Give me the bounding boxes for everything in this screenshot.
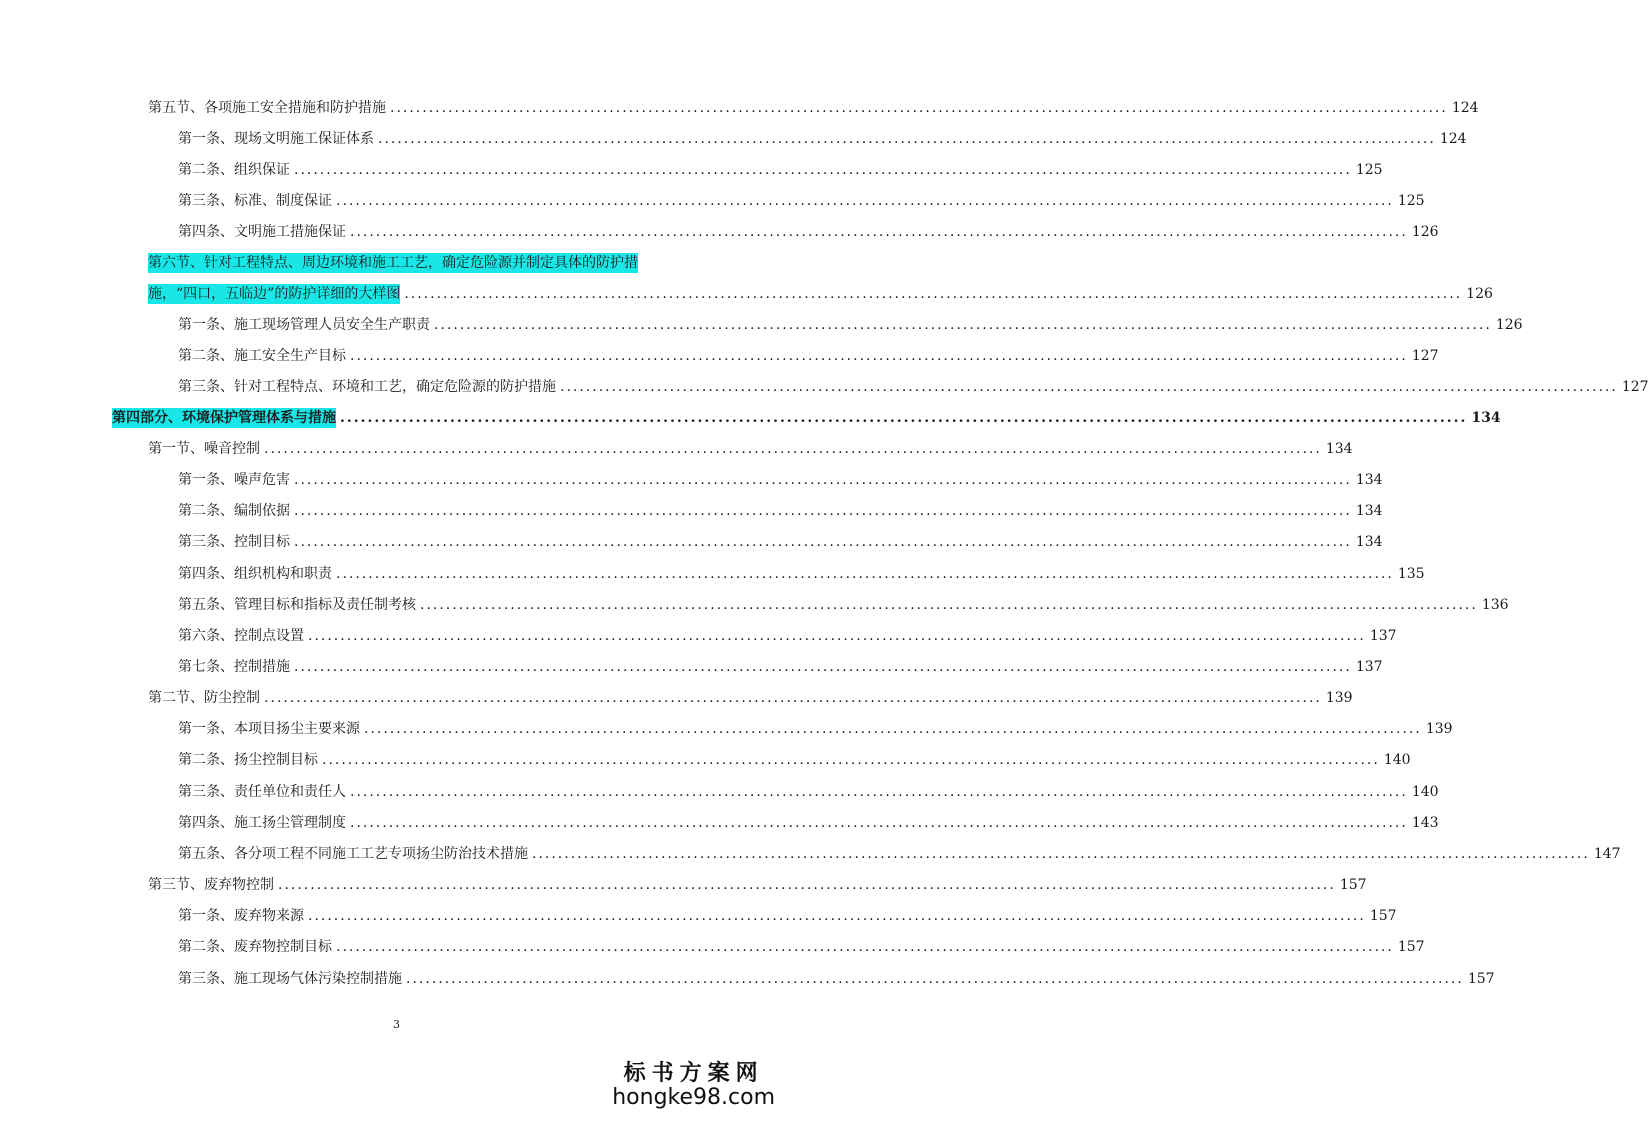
toc-entry[interactable]: [178, 833, 1621, 864]
toc-page-number: 127: [1621, 379, 1649, 395]
toc-entry[interactable]: [178, 180, 1425, 211]
toc-page-number: 134: [1355, 472, 1383, 488]
toc-page-number: 134: [1325, 441, 1353, 457]
watermark-en: hongke98.com: [612, 1085, 775, 1110]
toc-entry-title: 第三条、针对工程特点、环境和工艺，确定危险源的防护措施: [178, 379, 556, 395]
toc-page-number: 126: [1495, 317, 1523, 333]
toc-leader-dots: ....................................................................................................................................................................: [278, 877, 1336, 893]
toc-entry[interactable]: [178, 584, 1509, 615]
toc-entry-title: 第五节、各项施工安全措施和防护措施: [148, 100, 386, 116]
toc-entry-title: 第五条、管理目标和指标及责任制考核: [178, 597, 416, 613]
toc-page-number: 126: [1411, 224, 1439, 240]
toc-page-number: 147: [1593, 846, 1621, 862]
toc-entry[interactable]: [148, 87, 1479, 118]
toc-page-number: 134: [1471, 410, 1501, 426]
toc-entry-title: 第三节、废弃物控制: [148, 877, 274, 893]
toc-entry-title: 第三条、控制目标: [178, 534, 290, 550]
toc-leader-dots: ....................................................................................................................................................................: [420, 597, 1478, 613]
toc-leader-dots: ....................................................................................................................................................................: [308, 908, 1366, 924]
toc-page-number: 140: [1411, 784, 1439, 800]
toc-page-number: 143: [1411, 815, 1439, 831]
toc-page-number: 157: [1339, 877, 1367, 893]
toc-entry-title: 第二节、防尘控制: [148, 690, 260, 706]
toc-entry[interactable]: [178, 708, 1453, 739]
toc-entry-title: 第六条、控制点设置: [178, 628, 304, 644]
toc-leader-dots: ....................................................................................................................................................................: [378, 131, 1436, 147]
toc-leader-dots: ....................................................................................................................................................................: [350, 784, 1408, 800]
toc-leader-dots: ....................................................................................................................................................................: [434, 317, 1492, 333]
toc-page-number: 136: [1481, 597, 1509, 613]
toc-page-number: 137: [1355, 659, 1383, 675]
toc-leader-dots: ....................................................................................................................................................................: [350, 224, 1408, 240]
toc-leader-dots: ....................................................................................................................................................................: [308, 628, 1366, 644]
toc-page-number: 137: [1369, 628, 1397, 644]
toc-entry[interactable]: [178, 802, 1439, 833]
toc-leader-dots: ....................................................................................................................................................................: [350, 815, 1408, 831]
toc-page-number: 139: [1425, 721, 1453, 737]
toc-entry[interactable]: [178, 304, 1523, 335]
toc-leader-dots: ....................................................................................................................................................................: [294, 162, 1352, 178]
toc-page-number: 125: [1397, 193, 1425, 209]
toc-entry[interactable]: [148, 677, 1353, 708]
toc-entry[interactable]: [178, 149, 1383, 180]
toc-entry[interactable]: [178, 553, 1425, 584]
toc-entry-title: 第一条、现场文明施工保证体系: [178, 131, 374, 147]
toc-page-number: 126: [1466, 286, 1493, 302]
toc-entry[interactable]: [178, 366, 1649, 397]
toc-leader-dots: ....................................................................................................................................................................: [336, 193, 1394, 209]
toc-entry[interactable]: [178, 615, 1397, 646]
toc-entry-title: 第二条、扬尘控制目标: [178, 752, 318, 768]
toc-page-number: 157: [1467, 971, 1495, 987]
toc-leader-dots: ....................................................................................................................................................................: [264, 441, 1322, 457]
toc-leader-dots: ....................................................................................................................................................................: [294, 534, 1352, 550]
toc-entry-title: 第一条、废弃物来源: [178, 908, 304, 924]
toc-entry[interactable]: [148, 864, 1367, 895]
toc-entry[interactable]: [178, 211, 1439, 242]
toc-entry-title: 第三条、标准、制度保证: [178, 193, 332, 209]
toc-entry[interactable]: [178, 771, 1439, 802]
toc-page-number: 125: [1355, 162, 1383, 178]
toc-entry[interactable]: [178, 926, 1425, 957]
toc-entry-title: 第四部分、环境保护管理体系与措施: [112, 410, 336, 426]
toc-leader-dots: ....................................................................................................................................................................: [390, 100, 1448, 116]
toc-entry-title: 第一条、施工现场管理人员安全生产职责: [178, 317, 430, 333]
toc-entry-title: 第七条、控制措施: [178, 659, 290, 675]
toc-page-number: 140: [1383, 752, 1411, 768]
toc-entry-title: 第一条、本项目扬尘主要来源: [178, 721, 360, 737]
toc-entry[interactable]: [178, 335, 1439, 366]
toc-page-number: 134: [1355, 534, 1383, 550]
toc-entry[interactable]: [178, 459, 1383, 490]
toc-entry[interactable]: [178, 118, 1467, 149]
toc-entry-title: 第四条、组织机构和职责: [178, 566, 332, 582]
toc-leader-dots: ....................................................................................................................................................................: [336, 939, 1394, 955]
toc-entry-title: 第四条、文明施工措施保证: [178, 224, 346, 240]
toc-entry[interactable]: [178, 958, 1495, 989]
toc-page-number: 135: [1397, 566, 1425, 582]
page-number: 3: [393, 1018, 400, 1031]
toc-entry[interactable]: [178, 895, 1397, 926]
toc-leader-dots: ....................................................................................................................................................................: [294, 503, 1352, 519]
toc-leader-dots: ....................................................................................................................................................................: [336, 566, 1394, 582]
toc-entry[interactable]: [178, 521, 1383, 552]
watermark-cn: 标书方案网: [623, 1060, 764, 1086]
toc-leader-dots: ....................................................................................................................................................................: [560, 379, 1618, 395]
toc-entry-title: 第二条、组织保证: [178, 162, 290, 178]
watermark-logo: [612, 1056, 775, 1110]
toc-leader-dots: ....................................................................................................................................................................: [406, 971, 1464, 987]
toc-page-number: 127: [1411, 348, 1439, 364]
toc-leader-dots: ....................................................................................................................................................................: [264, 690, 1322, 706]
toc-entry-title: 第二条、废弃物控制目标: [178, 939, 332, 955]
toc-page-number: 124: [1439, 131, 1467, 147]
toc-entry[interactable]: [178, 646, 1383, 677]
toc-entry-title-line: [148, 242, 699, 273]
toc-page-number: 124: [1451, 100, 1479, 116]
toc-leader-dots: ....................................................................................................................................................................: [294, 659, 1352, 675]
toc-entry-title: 第五条、各分项工程不同施工工艺专项扬尘防治技术措施: [178, 846, 528, 862]
toc-leader-dots: ....................................................................................................................................................................: [322, 752, 1380, 768]
toc-page-number: 157: [1369, 908, 1397, 924]
toc-entry-title: 第四条、施工扬尘管理制度: [178, 815, 346, 831]
toc-entry-title: 第一节、噪音控制: [148, 441, 260, 457]
toc-entry-title: 第三条、施工现场气体污染控制措施: [178, 971, 402, 987]
toc-entry-title: 第二条、施工安全生产目标: [178, 348, 346, 364]
toc-leader-dots: ....................................................................................................................................................................: [404, 286, 1463, 302]
toc-entry[interactable]: [178, 739, 1411, 770]
toc-entry-title: 第一条、噪声危害: [178, 472, 290, 488]
toc-leader-dots: ....................................................................................................................................................................: [364, 721, 1422, 737]
toc-entry[interactable]: [178, 490, 1383, 521]
toc-entry[interactable]: [148, 273, 1493, 304]
toc-entry-title: 第三条、责任单位和责任人: [178, 784, 346, 800]
toc-entry-title: 第二条、编制依据: [178, 503, 290, 519]
toc-leader-dots: ....................................................................................................................................................................: [350, 348, 1408, 364]
toc-page-number: 139: [1325, 690, 1353, 706]
toc-entry[interactable]: [148, 428, 1353, 459]
toc-page-number: 134: [1355, 503, 1383, 519]
toc-leader-dots: ....................................................................................................................................................................: [294, 472, 1352, 488]
toc-entry[interactable]: [112, 397, 1501, 428]
toc-leader-dots: ....................................................................................................................................................................: [532, 846, 1590, 862]
toc-page-number: 157: [1397, 939, 1425, 955]
toc-leader-dots: ....................................................................................................................................................................: [340, 410, 1468, 426]
toc-entry-title: 第六节、针对工程特点、周边环境和施工工艺，确定危险源并制定具体的防护措: [148, 255, 638, 271]
toc-entry-title: 施，“四口，五临边”的防护详细的大样图: [148, 286, 401, 302]
